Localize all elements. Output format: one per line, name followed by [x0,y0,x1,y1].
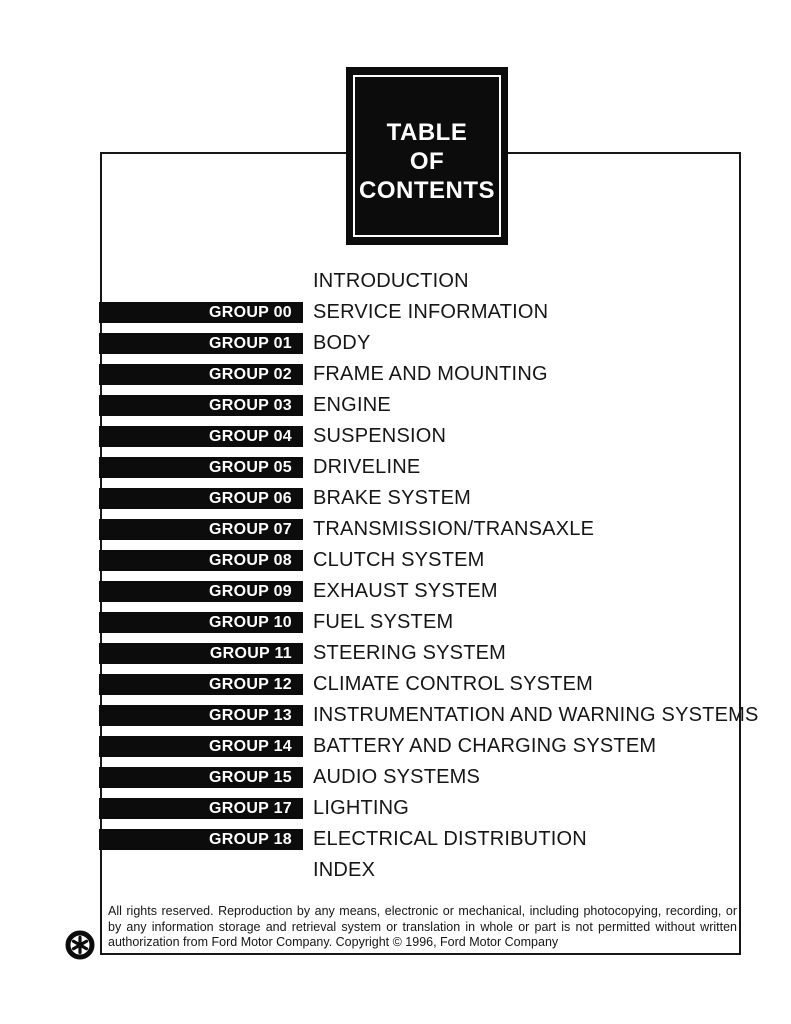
group-badge: GROUP 05 [99,457,303,478]
toc-row [0,266,791,297]
toc-box-line: OF [409,147,445,175]
toc-row [0,731,791,762]
section-title: INDEX [313,859,376,881]
toc-row [0,452,791,483]
table-of-contents-inner-border [353,75,501,237]
group-badge: GROUP 04 [99,426,303,447]
section-title: SERVICE INFORMATION [313,301,549,323]
section-title: TRANSMISSION/TRANSAXLE [313,518,595,540]
group-badge: GROUP 18 [99,829,303,850]
group-badge: GROUP 13 [99,705,303,726]
toc-row [0,545,791,576]
group-badge: GROUP 10 [99,612,303,633]
group-badge: GROUP 07 [99,519,303,540]
toc-row [0,638,791,669]
section-title: STEERING SYSTEM [313,642,507,664]
section-title: FUEL SYSTEM [313,611,454,633]
toc-row [0,762,791,793]
section-title: DRIVELINE [313,456,421,478]
section-title: LIGHTING [313,797,410,819]
toc-row [0,607,791,638]
section-title: ELECTRICAL DISTRIBUTION [313,828,587,850]
toc-row [0,483,791,514]
section-title: CLIMATE CONTROL SYSTEM [313,673,593,695]
toc-row [0,328,791,359]
group-badge: GROUP 03 [99,395,303,416]
table-of-contents-box [346,67,508,245]
section-title: INSTRUMENTATION AND WARNING SYSTEMS [313,704,759,726]
registration-mark-icon [65,930,95,960]
toc-box-line: CONTENTS [359,176,495,204]
section-title: FRAME AND MOUNTING [313,363,548,385]
toc-row [0,514,791,545]
toc-row [0,669,791,700]
toc-row [0,855,791,886]
group-badge: GROUP 01 [99,333,303,354]
section-title: EXHAUST SYSTEM [313,580,498,602]
group-badge: GROUP 12 [99,674,303,695]
group-badge: GROUP 15 [99,767,303,788]
toc-row [0,700,791,731]
group-badge: GROUP 09 [99,581,303,602]
section-title: AUDIO SYSTEMS [313,766,481,788]
section-title: BRAKE SYSTEM [313,487,471,509]
toc-row [0,576,791,607]
toc-row [0,297,791,328]
group-badge: GROUP 11 [99,643,303,664]
group-badge: GROUP 00 [99,302,303,323]
section-title: CLUTCH SYSTEM [313,549,485,571]
toc-row [0,359,791,390]
section-title: BODY [313,332,371,354]
section-title: BATTERY AND CHARGING SYSTEM [313,735,657,757]
contents-list [0,266,791,886]
toc-row [0,390,791,421]
group-badge: GROUP 06 [99,488,303,509]
group-badge: GROUP 17 [99,798,303,819]
copyright-notice: All rights reserved. Reproduction by any means, electronic or mechanical, including photocopying, recording, or by any information storage and retrieval system or translation in whole or part is not permitted without written authorization from Ford Motor Company. Copyright © 1996, Ford Motor Company [108,904,737,950]
toc-box-line: TABLE [386,118,468,146]
group-badge: GROUP 02 [99,364,303,385]
section-title: SUSPENSION [313,425,447,447]
toc-row [0,824,791,855]
toc-row [0,421,791,452]
toc-row [0,793,791,824]
section-title: ENGINE [313,394,391,416]
group-badge: GROUP 14 [99,736,303,757]
section-title: INTRODUCTION [313,270,469,292]
group-badge: GROUP 08 [99,550,303,571]
